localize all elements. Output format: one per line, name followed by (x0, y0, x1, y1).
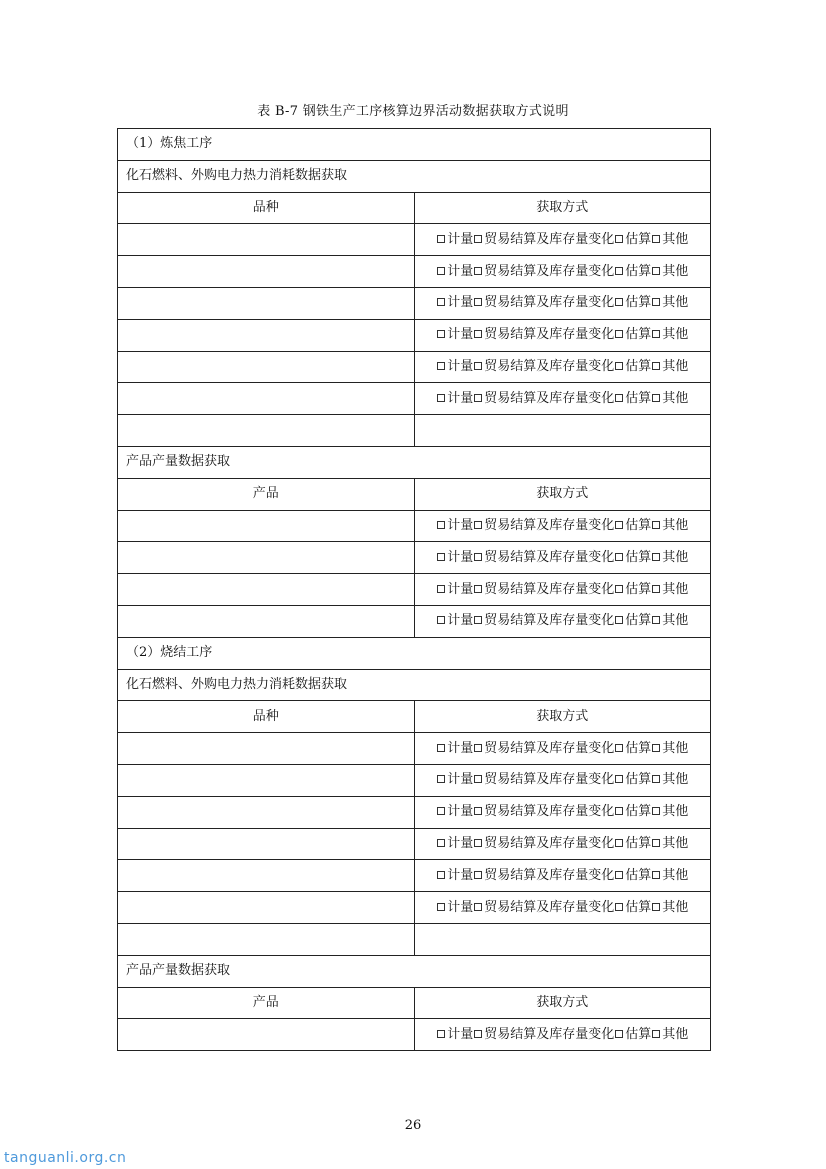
checkbox-icon[interactable] (652, 330, 660, 338)
checkbox-icon[interactable] (437, 521, 445, 529)
item-cell (118, 574, 415, 606)
option-label: 计量 (447, 1026, 474, 1042)
option-label: 计量 (447, 835, 474, 851)
method-options-cell (414, 383, 711, 415)
method-option[interactable] (651, 901, 688, 915)
checkbox-icon[interactable] (474, 839, 482, 847)
checkbox-icon[interactable] (474, 235, 482, 243)
column-header-method: 获取方式 (414, 701, 711, 733)
method-options-cell (414, 542, 711, 574)
method-option[interactable] (651, 1028, 688, 1042)
table-row (118, 605, 711, 637)
blank-row (118, 923, 711, 955)
method-option[interactable] (614, 360, 651, 374)
table-row (118, 860, 711, 892)
method-options-cell (414, 605, 711, 637)
option-label: 贸易结算及库存量变化 (484, 899, 615, 915)
method-option[interactable] (614, 233, 651, 247)
option-label: 其他 (662, 549, 689, 565)
method-option[interactable] (436, 265, 473, 279)
option-label: 计量 (447, 613, 474, 629)
section-heading-row (118, 129, 711, 161)
method-option[interactable] (473, 519, 614, 533)
method-options-cell (414, 256, 711, 288)
item-cell (118, 605, 415, 637)
option-label: 计量 (447, 549, 474, 565)
method-option[interactable] (614, 296, 651, 310)
group-label: 产品产量数据获取 (118, 955, 711, 987)
checkbox-icon[interactable] (615, 235, 623, 243)
group-label: 化石燃料、外购电力热力消耗数据获取 (118, 160, 711, 192)
method-option[interactable] (473, 233, 614, 247)
table-row (118, 319, 711, 351)
method-options-cell (414, 764, 711, 796)
column-header-method: 获取方式 (414, 478, 711, 510)
option-label: 其他 (662, 867, 689, 883)
checkbox-icon[interactable] (437, 839, 445, 847)
table-title: 表 B-7 钢铁生产工序核算边界活动数据获取方式说明 (257, 104, 569, 119)
option-label: 其他 (662, 740, 689, 756)
option-label: 计量 (447, 581, 474, 597)
item-cell (118, 860, 415, 892)
method-option[interactable] (473, 773, 614, 787)
group-label-row (118, 160, 711, 192)
checkbox-icon[interactable] (615, 616, 623, 624)
method-option[interactable] (651, 742, 688, 756)
option-label: 计量 (447, 295, 474, 311)
option-label: 计量 (447, 899, 474, 915)
method-option[interactable] (651, 583, 688, 597)
checkbox-icon[interactable] (437, 553, 445, 561)
option-label: 估算 (625, 613, 652, 629)
checkbox-icon[interactable] (437, 1030, 445, 1038)
method-option[interactable] (614, 805, 651, 819)
checkbox-icon[interactable] (474, 298, 482, 306)
method-cell (414, 415, 711, 447)
item-cell (118, 733, 415, 765)
item-cell (118, 764, 415, 796)
checkbox-icon[interactable] (615, 871, 623, 879)
column-header-row (118, 701, 711, 733)
method-option[interactable] (651, 392, 688, 406)
group-label-row (118, 955, 711, 987)
option-label: 贸易结算及库存量变化 (484, 263, 615, 279)
method-option[interactable] (651, 837, 688, 851)
method-option[interactable] (651, 805, 688, 819)
option-label: 其他 (662, 231, 689, 247)
option-label: 贸易结算及库存量变化 (484, 835, 615, 851)
option-label: 其他 (662, 358, 689, 374)
checkbox-icon[interactable] (474, 585, 482, 593)
checkbox-icon[interactable] (652, 553, 660, 561)
method-option[interactable] (614, 869, 651, 883)
method-option[interactable] (473, 837, 614, 851)
blank-row (118, 415, 711, 447)
option-label: 估算 (625, 390, 652, 406)
checkbox-icon[interactable] (652, 775, 660, 783)
table-row (118, 542, 711, 574)
method-option[interactable] (614, 328, 651, 342)
option-label: 贸易结算及库存量变化 (484, 358, 615, 374)
option-label: 其他 (662, 772, 689, 788)
option-label: 其他 (662, 1026, 689, 1042)
page-number: 26 (404, 1118, 422, 1133)
table-row (118, 733, 711, 765)
method-option[interactable] (614, 901, 651, 915)
checkbox-icon[interactable] (437, 616, 445, 624)
checkbox-icon[interactable] (437, 394, 445, 402)
method-option[interactable] (614, 773, 651, 787)
table-row (118, 764, 711, 796)
method-options-cell (414, 1019, 711, 1051)
option-label: 贸易结算及库存量变化 (484, 772, 615, 788)
table-row (118, 1019, 711, 1051)
option-label: 贸易结算及库存量变化 (484, 740, 615, 756)
table-row (118, 828, 711, 860)
column-header-method: 获取方式 (414, 192, 711, 224)
checkbox-icon[interactable] (437, 807, 445, 815)
method-option[interactable] (651, 519, 688, 533)
checkbox-icon[interactable] (437, 298, 445, 306)
method-options-cell (414, 828, 711, 860)
method-option[interactable] (614, 837, 651, 851)
checkbox-icon[interactable] (474, 871, 482, 879)
option-label: 估算 (625, 740, 652, 756)
checkbox-icon[interactable] (652, 903, 660, 911)
method-option[interactable] (436, 328, 473, 342)
column-header-row (118, 478, 711, 510)
method-option[interactable] (473, 296, 614, 310)
option-label: 估算 (625, 899, 652, 915)
item-cell (118, 415, 415, 447)
method-option[interactable] (436, 837, 473, 851)
item-cell (118, 256, 415, 288)
option-label: 估算 (625, 867, 652, 883)
checkbox-icon[interactable] (474, 521, 482, 529)
item-cell (118, 510, 415, 542)
checkbox-icon[interactable] (652, 585, 660, 593)
group-label: 产品产量数据获取 (118, 446, 711, 478)
method-options-cell (414, 319, 711, 351)
option-label: 其他 (662, 581, 689, 597)
method-option[interactable] (473, 551, 614, 565)
option-label: 计量 (447, 740, 474, 756)
method-option[interactable] (436, 551, 473, 565)
table-row (118, 351, 711, 383)
method-option[interactable] (436, 583, 473, 597)
method-option[interactable] (651, 233, 688, 247)
method-option[interactable] (614, 742, 651, 756)
table-row (118, 796, 711, 828)
method-option[interactable] (651, 614, 688, 628)
option-label: 计量 (447, 772, 474, 788)
method-option[interactable] (473, 328, 614, 342)
option-label: 其他 (662, 804, 689, 820)
method-options-cell (414, 892, 711, 924)
method-options-cell (414, 287, 711, 319)
method-cell (414, 923, 711, 955)
method-option[interactable] (436, 296, 473, 310)
option-label: 贸易结算及库存量变化 (484, 231, 615, 247)
checkbox-icon[interactable] (615, 330, 623, 338)
method-option[interactable] (614, 265, 651, 279)
item-cell (118, 224, 415, 256)
option-label: 其他 (662, 390, 689, 406)
method-option[interactable] (651, 551, 688, 565)
item-cell (118, 351, 415, 383)
method-option[interactable] (436, 869, 473, 883)
checkbox-icon[interactable] (652, 235, 660, 243)
method-option[interactable] (473, 614, 614, 628)
checkbox-icon[interactable] (615, 903, 623, 911)
table-row (118, 892, 711, 924)
option-label: 贸易结算及库存量变化 (484, 581, 615, 597)
method-option[interactable] (436, 360, 473, 374)
method-option[interactable] (473, 901, 614, 915)
item-cell (118, 542, 415, 574)
method-option[interactable] (614, 551, 651, 565)
table-row (118, 256, 711, 288)
method-option[interactable] (473, 392, 614, 406)
table-row (118, 224, 711, 256)
checkbox-icon[interactable] (652, 839, 660, 847)
option-label: 贸易结算及库存量变化 (484, 867, 615, 883)
column-header-item: 品种 (118, 192, 415, 224)
checkbox-icon[interactable] (652, 616, 660, 624)
checkbox-icon[interactable] (615, 585, 623, 593)
method-option[interactable] (436, 233, 473, 247)
checkbox-icon[interactable] (437, 267, 445, 275)
checkbox-icon[interactable] (615, 553, 623, 561)
checkbox-icon[interactable] (474, 394, 482, 402)
option-label: 估算 (625, 549, 652, 565)
method-option[interactable] (473, 805, 614, 819)
checkbox-icon[interactable] (437, 903, 445, 911)
checkbox-icon[interactable] (615, 298, 623, 306)
group-label-row (118, 446, 711, 478)
method-option[interactable] (436, 392, 473, 406)
item-cell (118, 796, 415, 828)
method-option[interactable] (436, 805, 473, 819)
method-options-cell (414, 733, 711, 765)
column-header-item: 品种 (118, 701, 415, 733)
item-cell (118, 923, 415, 955)
checkbox-icon[interactable] (437, 362, 445, 370)
checkbox-icon[interactable] (474, 903, 482, 911)
checkbox-icon[interactable] (474, 553, 482, 561)
option-label: 其他 (662, 517, 689, 533)
option-label: 估算 (625, 231, 652, 247)
option-label: 贸易结算及库存量变化 (484, 1026, 615, 1042)
checkbox-icon[interactable] (615, 775, 623, 783)
checkbox-icon[interactable] (615, 267, 623, 275)
checkbox-icon[interactable] (652, 394, 660, 402)
checkbox-icon[interactable] (437, 235, 445, 243)
checkbox-icon[interactable] (437, 744, 445, 752)
table-row (118, 574, 711, 606)
method-option[interactable] (651, 296, 688, 310)
method-option[interactable] (436, 742, 473, 756)
checkbox-icon[interactable] (474, 744, 482, 752)
method-option[interactable] (651, 360, 688, 374)
option-label: 其他 (662, 835, 689, 851)
checkbox-icon[interactable] (652, 521, 660, 529)
checkbox-icon[interactable] (652, 744, 660, 752)
option-label: 估算 (625, 581, 652, 597)
checkbox-icon[interactable] (474, 362, 482, 370)
checkbox-icon[interactable] (474, 807, 482, 815)
option-label: 计量 (447, 390, 474, 406)
checkbox-icon[interactable] (615, 521, 623, 529)
checkbox-icon[interactable] (652, 267, 660, 275)
method-option[interactable] (436, 773, 473, 787)
checkbox-icon[interactable] (652, 362, 660, 370)
method-option[interactable] (436, 1028, 473, 1042)
activity-data-table (117, 128, 711, 1051)
checkbox-icon[interactable] (474, 1030, 482, 1038)
method-option[interactable] (436, 614, 473, 628)
column-header-item: 产品 (118, 987, 415, 1019)
checkbox-icon[interactable] (652, 298, 660, 306)
checkbox-icon[interactable] (615, 394, 623, 402)
checkbox-icon[interactable] (615, 839, 623, 847)
method-option[interactable] (473, 265, 614, 279)
option-label: 贸易结算及库存量变化 (484, 613, 615, 629)
section-heading: （1）炼焦工序 (118, 129, 711, 161)
method-option[interactable] (651, 265, 688, 279)
option-label: 其他 (662, 263, 689, 279)
option-label: 估算 (625, 263, 652, 279)
option-label: 计量 (447, 517, 474, 533)
method-option[interactable] (614, 583, 651, 597)
section-heading-row (118, 637, 711, 669)
checkbox-icon[interactable] (437, 775, 445, 783)
checkbox-icon[interactable] (652, 807, 660, 815)
option-label: 计量 (447, 263, 474, 279)
method-option[interactable] (473, 869, 614, 883)
method-options-cell (414, 574, 711, 606)
method-option[interactable] (473, 360, 614, 374)
method-options-cell (414, 351, 711, 383)
item-cell (118, 319, 415, 351)
checkbox-icon[interactable] (615, 362, 623, 370)
option-label: 其他 (662, 899, 689, 915)
option-label: 其他 (662, 327, 689, 343)
option-label: 估算 (625, 1026, 652, 1042)
checkbox-icon[interactable] (652, 871, 660, 879)
option-label: 计量 (447, 804, 474, 820)
option-label: 估算 (625, 804, 652, 820)
option-label: 估算 (625, 517, 652, 533)
method-options-cell (414, 796, 711, 828)
option-label: 计量 (447, 231, 474, 247)
option-label: 其他 (662, 295, 689, 311)
watermark: tanguanli.org.cn (4, 1150, 127, 1166)
checkbox-icon[interactable] (615, 807, 623, 815)
item-cell (118, 828, 415, 860)
method-option[interactable] (473, 583, 614, 597)
item-cell (118, 892, 415, 924)
section-heading: （2）烧结工序 (118, 637, 711, 669)
option-label: 贸易结算及库存量变化 (484, 390, 615, 406)
group-label-row (118, 669, 711, 701)
method-option[interactable] (614, 614, 651, 628)
option-label: 计量 (447, 358, 474, 374)
method-option[interactable] (614, 519, 651, 533)
method-option[interactable] (436, 901, 473, 915)
method-option[interactable] (473, 1028, 614, 1042)
checkbox-icon[interactable] (437, 871, 445, 879)
checkbox-icon[interactable] (437, 330, 445, 338)
checkbox-icon[interactable] (474, 330, 482, 338)
checkbox-icon[interactable] (437, 585, 445, 593)
item-cell (118, 1019, 415, 1051)
checkbox-icon[interactable] (474, 267, 482, 275)
checkbox-icon[interactable] (615, 1030, 623, 1038)
option-label: 贸易结算及库存量变化 (484, 549, 615, 565)
method-options-cell (414, 510, 711, 542)
option-label: 计量 (447, 327, 474, 343)
method-option[interactable] (651, 869, 688, 883)
option-label: 估算 (625, 835, 652, 851)
method-option[interactable] (473, 742, 614, 756)
option-label: 其他 (662, 613, 689, 629)
column-header-item: 产品 (118, 478, 415, 510)
method-option[interactable] (614, 392, 651, 406)
method-options-cell (414, 224, 711, 256)
option-label: 贸易结算及库存量变化 (484, 517, 615, 533)
checkbox-icon[interactable] (652, 1030, 660, 1038)
method-options-cell (414, 860, 711, 892)
checkbox-icon[interactable] (474, 775, 482, 783)
option-label: 估算 (625, 327, 652, 343)
method-option[interactable] (651, 328, 688, 342)
checkbox-icon[interactable] (474, 616, 482, 624)
column-header-row (118, 987, 711, 1019)
option-label: 贸易结算及库存量变化 (484, 327, 615, 343)
group-label: 化石燃料、外购电力热力消耗数据获取 (118, 669, 711, 701)
option-label: 计量 (447, 867, 474, 883)
table-row (118, 287, 711, 319)
column-header-method: 获取方式 (414, 987, 711, 1019)
item-cell (118, 287, 415, 319)
checkbox-icon[interactable] (615, 744, 623, 752)
method-option[interactable] (651, 773, 688, 787)
option-label: 估算 (625, 772, 652, 788)
option-label: 估算 (625, 295, 652, 311)
option-label: 估算 (625, 358, 652, 374)
option-label: 贸易结算及库存量变化 (484, 295, 615, 311)
option-label: 贸易结算及库存量变化 (484, 804, 615, 820)
column-header-row (118, 192, 711, 224)
table-row (118, 510, 711, 542)
table-row (118, 383, 711, 415)
method-option[interactable] (436, 519, 473, 533)
method-option[interactable] (614, 1028, 651, 1042)
item-cell (118, 383, 415, 415)
